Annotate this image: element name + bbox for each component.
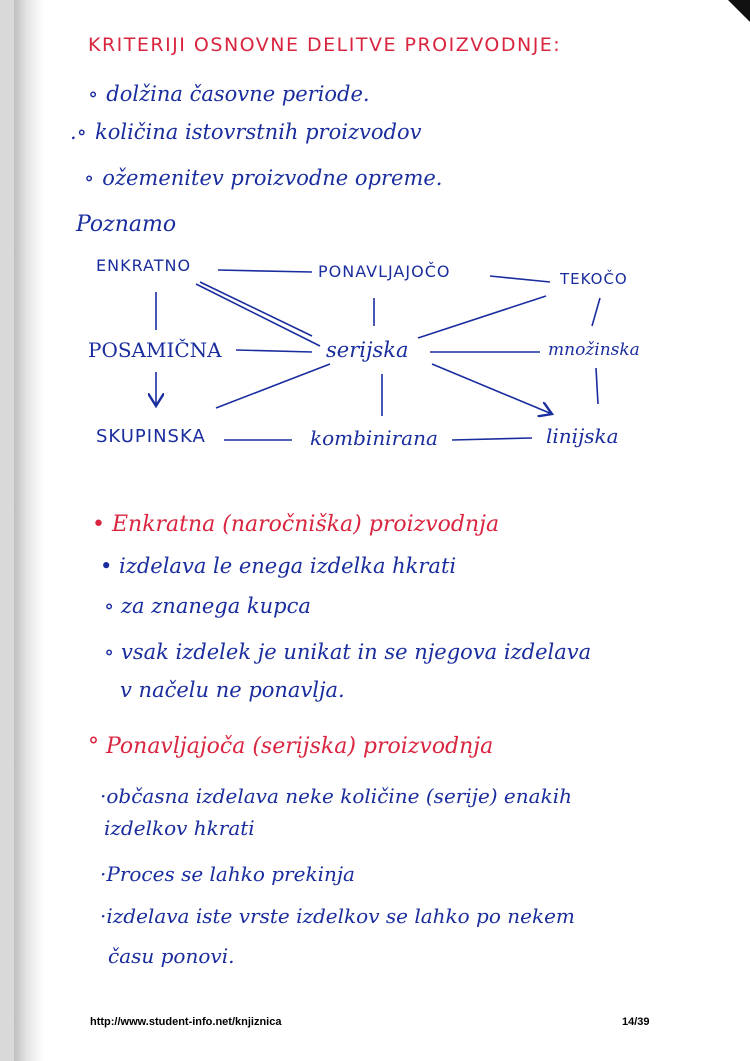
page-title: KRITERIJI OSNOVNE DELITVE PROIZVODNJE: bbox=[88, 34, 562, 56]
list-bullet: ∘ bbox=[88, 82, 99, 106]
diagram-node: linijska bbox=[546, 424, 619, 448]
list-item: ∘ za znanega kupca bbox=[104, 594, 311, 618]
section-heading: ° Ponavljajoča (serijska) proizvodnja bbox=[88, 734, 494, 759]
list-item: času ponovi. bbox=[108, 944, 235, 968]
list-item: izdelkov hkrati bbox=[104, 816, 255, 840]
list-item: ·izdelava iste vrste izdelkov se lahko po nekem bbox=[100, 904, 575, 928]
connector-line bbox=[596, 368, 598, 404]
connector-line bbox=[432, 364, 552, 414]
connector-line bbox=[592, 298, 600, 326]
diagram-node: ENKRATNO bbox=[96, 256, 192, 275]
connector-line bbox=[490, 276, 550, 282]
diagram-node: TEKOČO bbox=[560, 270, 628, 288]
criteria-text: ožemenitev proizvodne opreme. bbox=[102, 166, 443, 190]
connector-line bbox=[236, 350, 312, 352]
list-item: ·Proces se lahko prekinja bbox=[100, 862, 355, 886]
page-number: 14/39 bbox=[622, 1016, 650, 1028]
criteria-text: količina istovrstnih proizvodov bbox=[94, 120, 422, 144]
connector-line bbox=[196, 284, 320, 346]
diagram-node: množinska bbox=[548, 340, 640, 360]
list-bullet: ∘ bbox=[84, 166, 95, 190]
diagram-node: POSAMIČNA bbox=[88, 338, 222, 362]
diagram-node: PONAVLJAJOČO bbox=[318, 262, 451, 281]
diagram-node: kombinirana bbox=[310, 426, 438, 450]
connector-line bbox=[418, 296, 546, 338]
connector-line bbox=[218, 270, 312, 272]
diagram-node: serijska bbox=[326, 338, 409, 362]
section-label: Poznamo bbox=[76, 212, 177, 237]
list-item: v načelu ne ponavlja. bbox=[120, 678, 345, 702]
list-item: • izdelava le enega izdelka hkrati bbox=[100, 554, 457, 578]
list-item: ∘ vsak izdelek je unikat in se njegova izdelava bbox=[104, 640, 592, 664]
connector-line bbox=[216, 364, 330, 408]
footer-url[interactable]: http://www.student-info.net/knjiznica bbox=[90, 1016, 282, 1028]
connector-line bbox=[200, 282, 312, 336]
criteria-text: dolžina časovne periode. bbox=[106, 82, 370, 106]
list-item: ·občasna izdelava neke količine (serije) enakih bbox=[100, 784, 572, 808]
connector-line bbox=[452, 438, 532, 440]
diagram-node: SKUPINSKA bbox=[96, 426, 206, 447]
list-bullet: .∘ bbox=[70, 120, 87, 144]
section-heading: • Enkratna (naročniška) proizvodnja bbox=[92, 512, 500, 537]
